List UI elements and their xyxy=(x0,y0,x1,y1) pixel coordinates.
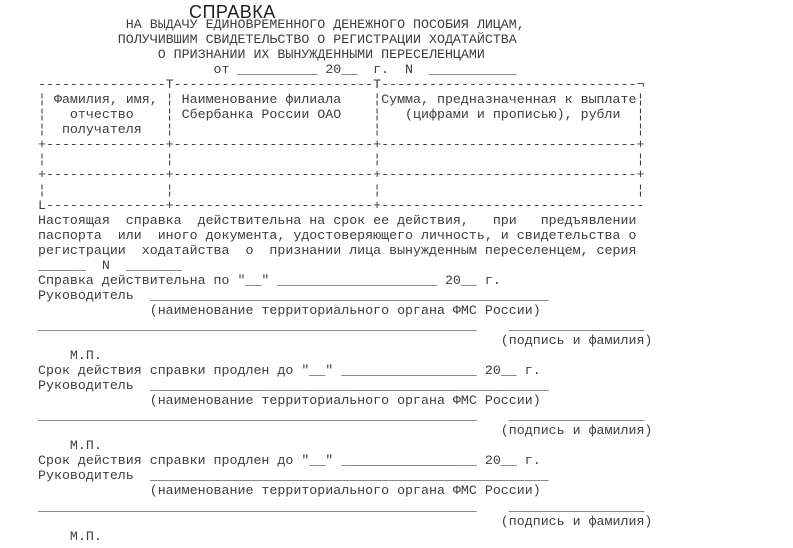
doc-line-33: (подпись и фамилия) xyxy=(38,513,653,529)
doc-line-26: _______________________________________________________ _________________ xyxy=(38,408,645,424)
doc-line-8: +---------------+-------------------------+--------------------------------+ xyxy=(38,137,645,153)
doc-line-32: _______________________________________________________ _________________ xyxy=(38,498,645,514)
doc-line-24: Руководитель __________________________________________________ xyxy=(38,378,549,394)
doc-line-1: ПОЛУЧИВШИМ СВИДЕТЕЛЬСТВО О РЕГИСТРАЦИИ ХОДАТАЙСТВА xyxy=(38,32,517,48)
doc-line-31: (наименование территориального органа ФМС России) xyxy=(38,483,541,499)
doc-line-34: М.П. xyxy=(38,528,102,544)
doc-line-7: ¦ получателя ¦ ¦ ¦ xyxy=(38,122,645,138)
doc-line-30: Руководитель __________________________________________________ xyxy=(38,468,549,484)
doc-line-9: ¦ ¦ ¦ ¦ xyxy=(38,152,645,168)
doc-line-21: (подпись и фамилия) xyxy=(38,332,653,348)
doc-line-15: регистрации ходатайства о признании лица вынужденным переселенцем, серия xyxy=(38,242,637,258)
doc-line-3: от __________ 20__ г. N ___________ xyxy=(38,62,517,78)
doc-line-27: (подпись и фамилия) xyxy=(38,423,653,439)
doc-line-19: (наименование территориального органа ФМС России) xyxy=(38,302,541,318)
doc-line-23: Срок действия справки продлен до "__" _________________ 20__ г. xyxy=(38,363,541,379)
doc-line-28: М.П. xyxy=(38,438,102,454)
doc-line-10: +---------------+-------------------------+--------------------------------+ xyxy=(38,167,645,183)
doc-line-11: ¦ ¦ ¦ ¦ xyxy=(38,182,645,198)
doc-line-6: ¦ отчество ¦ Сбербанка России ОАО ¦ (цифрами и прописью), рубли ¦ xyxy=(38,107,645,123)
doc-line-20: _______________________________________________________ _________________ xyxy=(38,317,645,333)
document-title: СПРАВКА xyxy=(189,2,276,22)
doc-line-17: Справка действительна по "__" ____________________ 20__ г. xyxy=(38,272,501,288)
doc-line-18: Руководитель __________________________________________________ xyxy=(38,287,549,303)
doc-line-29: Срок действия справки продлен до "__" _________________ 20__ г. xyxy=(38,453,541,469)
doc-line-22: М.П. xyxy=(38,348,102,364)
doc-line-0: НА ВЫДАЧУ ЕДИНОВРЕМЕННОГО ДЕНЕЖНОГО ПОСОБИЯ ЛИЦАМ, xyxy=(38,17,525,32)
doc-line-2: О ПРИЗНАНИИ ИХ ВЫНУЖДЕННЫМИ ПЕРЕСЕЛЕНЦАМИ xyxy=(38,47,485,63)
doc-line-25: (наименование территориального органа ФМС России) xyxy=(38,393,541,409)
doc-line-13: Настоящая справка действительна на срок ее действия, при предъявлении xyxy=(38,212,637,228)
doc-line-12: L---------------+-------------------------+--------------------------------- xyxy=(38,197,645,213)
doc-line-14: паспорта или иного документа, удостоверяющего личность, и свидетельства о xyxy=(38,227,637,243)
doc-line-4: ----------------T-------------------------T--------------------------------¬ xyxy=(38,77,645,93)
doc-line-5: ¦ Фамилия, имя, ¦ Наименование филиала ¦Сумма, предназначенная к выплате¦ xyxy=(38,92,645,108)
doc-line-16: ______ N _______ xyxy=(38,257,182,273)
document-body xyxy=(38,17,652,544)
